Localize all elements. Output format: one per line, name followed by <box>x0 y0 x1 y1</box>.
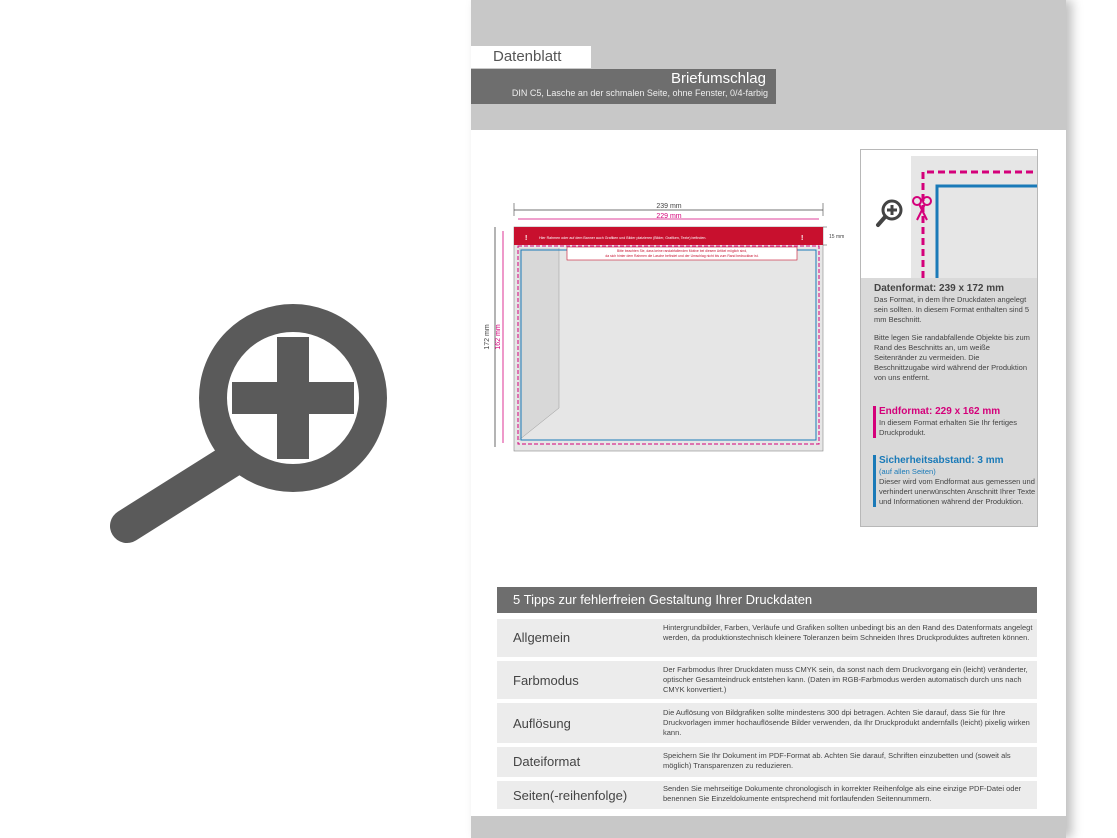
datasheet-tab: Datenblatt <box>471 46 591 68</box>
sicherheit-sub: (auf allen Seiten) <box>879 467 936 476</box>
envelope-diagram <box>484 200 849 460</box>
product-title: Briefumschlag <box>670 70 766 87</box>
datenformat-text-1: Das Format, in dem Ihre Druckdaten angelegt sein sollten. In diesem Format enthalten sind 5 mm Beschnitt. <box>874 295 1030 324</box>
sicherheit-head: Sicherheitsabstand: 3 mm <box>879 455 1004 466</box>
sheet-footer <box>471 816 1066 838</box>
svg-text:!: ! <box>525 235 528 242</box>
tip-name: Farbmodus <box>513 673 579 688</box>
dim-height-outer: 172 mm <box>484 324 491 350</box>
endformat-block <box>873 406 1039 438</box>
tip-text: Senden Sie mehrseitige Dokumente chronologisch in korrekter Reihenfolge als eine einzige PDF-Datei oder benennen Sie Einzeldokumente entsprechend mit fortlaufenden Seitennummern. <box>663 784 1022 803</box>
tip-text: Der Farbmodus Ihrer Druckdaten muss CMYK sein, da sonst nach dem Druckvorgang ein (leicht) veränderter, optischer Gesamteindruck entstehen kann. (Daten im RGB-Farbmodus werden automatisch durch uns nach CMYK konvertiert.) <box>663 665 1028 694</box>
tip-name: Auflösung <box>513 716 571 731</box>
tip-text: Die Auflösung von Bildgrafiken sollte mindestens 300 dpi betragen. Achten Sie darauf, dass Sie für Ihre Druckvorlagen immer hochauflösende Bilder verwenden, da Ihr Druckprodukt andernfalls (leicht) pixelig wirken kann. <box>663 708 1030 737</box>
tip-name: Dateiformat <box>513 754 581 769</box>
info-panel <box>860 149 1038 527</box>
banner-text: Hier Rahmen oder auf dem Banner auch Grafiken und Bilder platzieren (Bilder, Grafiken, Texte) befinden. <box>539 236 707 240</box>
svg-text:!: ! <box>801 235 804 242</box>
sicherheit-text: Dieser wird vom Endformat aus gemessen und verhindert unerwünschten Anschnitt Ihrer Texte und Informationen während der Produktion. <box>879 477 1036 506</box>
tip-text: Hintergrundbilder, Farben, Verläufe und Grafiken sollten unbedingt bis an den Rand des Datenformats angelegt werden, da produktionstechnisch kleinere Toleranzen beim Schneiden Ihres Druckproduktes auftreten können. <box>663 623 1033 642</box>
datenformat-head: Datenformat: 239 x 172 mm <box>874 283 1005 294</box>
tip-name: Allgemein <box>513 630 571 645</box>
tip-name: Seiten(-reihenfolge) <box>513 788 628 803</box>
zoom-in-icon[interactable] <box>95 290 425 560</box>
sicherheit-block <box>873 455 1039 507</box>
tips-title: 5 Tipps zur fehlerfreien Gestaltung Ihrer Druckdaten <box>497 587 1037 613</box>
table-row <box>497 661 1037 699</box>
note-line-2: da sich hinter dem Rahmen die Lasche befindet und der Umschlag nicht bis zum Rand bedruckbar ist. <box>605 254 759 258</box>
table-row <box>497 703 1037 743</box>
datenformat-block <box>874 283 1034 383</box>
scissors-icon <box>912 196 932 222</box>
dim-width-outer: 239 mm <box>656 203 682 210</box>
datasheet-page <box>471 0 1066 838</box>
zoom-in-icon[interactable] <box>875 198 905 228</box>
bleed-label: 15 mm <box>829 234 845 240</box>
product-subtitle: DIN C5, Lasche an der schmalen Seite, ohne Fenster, 0/4-farbig <box>511 88 768 98</box>
datenformat-text-2: Bitte legen Sie randabfallende Objekte bis zum Rand des Beschnitts an, um weiße Seitenränder zu vermeiden. Die Beschnittzugabe wird während der Produktion von uns entfernt. <box>874 333 1030 382</box>
dim-height-inner: 162 mm <box>495 324 502 350</box>
corner-zoom <box>861 150 1037 278</box>
tip-text: Speichern Sie Ihr Dokument im PDF-Format ab. Achten Sie darauf, Schriften einzubetten und (soweit als möglich) Transparenzen zu reduzieren. <box>663 751 1011 770</box>
table-row <box>497 619 1037 657</box>
endformat-text: In diesem Format erhalten Sie Ihr fertiges Druckprodukt. <box>879 418 1017 437</box>
note-line-1: Bitte beachten Sie, dass keine randabfallenden Motive bei diesem Artikel möglich sind, <box>616 249 748 253</box>
table-row <box>497 747 1037 777</box>
endformat-head: Endformat: 229 x 162 mm <box>879 406 1001 417</box>
table-row <box>497 781 1037 809</box>
title-bar <box>471 69 776 104</box>
dim-width-inner: 229 mm <box>656 213 682 220</box>
